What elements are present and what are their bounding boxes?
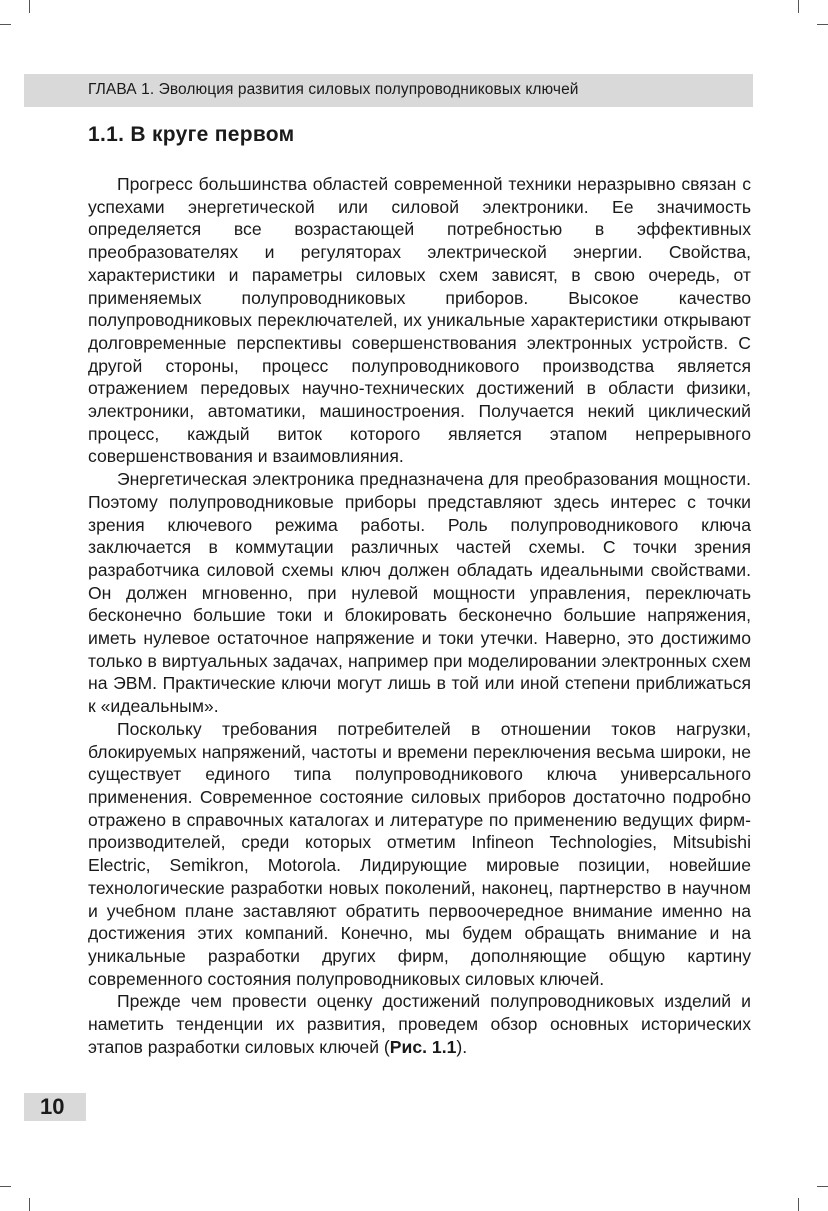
crop-mark-bottom-left-h — [0, 1186, 11, 1187]
crop-mark-top-right-h — [817, 24, 828, 25]
crop-mark-top-left-h — [0, 24, 11, 25]
paragraph-1: Прогресс большинства областей современной техники неразрывно связан с успехами энергетической или силовой электроники. Ее значимость определяется все возрастающей потребностью в эффективных преобразователях и регуляторах электрической энергии. Свойства, характеристики и параметры силовых схем зависят, в свою очередь, от применяемых полупроводниковых приборов. Высокое качество полупроводниковых переключателей, их уникальные характеристики открывают долговременные перспективы совершенствования электронных устройств. С другой стороны, процесс полупроводникового производства является отражением передовых научно-технических достижений в области физики, электроники, автоматики, машиностроения. Получается некий циклический процесс, каждый виток которого является этапом непрерывного совершенствования и взаимовлияния. — [88, 174, 751, 467]
paragraph-4-text-before: Прежде чем провести оценку достижений полупроводниковых изделий и наметить тенденции их развития, проведем обзор основных исторических этапов разработки силовых ключей ( — [88, 991, 751, 1057]
crop-mark-bottom-right-h — [817, 1186, 828, 1187]
body-text — [88, 173, 751, 1058]
paragraph-4 — [88, 990, 751, 1058]
crop-mark-top-left-v — [29, 0, 30, 13]
crop-mark-bottom-left-v — [29, 1198, 30, 1211]
paragraph-3: Поскольку требования потребителей в отношении токов нагрузки, блокируемых напряжений, частоты и времени переключения весьма широки, не существует единого типа полупроводникового ключа универсального применения. Современное состояние силовых приборов достаточно подробно отражено в справочных каталогах и литературе по применению ведущих фирм-производителей, среди которых отметим Infineon Technologies, Mitsubishi Electric, Semikron, Motorola. Лидирующие мировые позиции, новейшие технологические разработки новых поколений, наконец, партнерство в научном и учебном плане заставляют обратить первоочередное внимание именно на достижения этих компаний. Конечно, мы будем обращать внимание и на уникальные разработки других фирм, дополняющие общую картину современного состояния полупроводниковых силовых ключей. — [88, 718, 751, 989]
paragraph-2: Энергетическая электроника предназначена для преобразования мощности. Поэтому полупроводниковые приборы представляют здесь интерес с точки зрения ключевого режима работы. Роль полупроводникового ключа заключается в коммутации различных частей схемы. С точки зрения разработчика силовой схемы ключ должен обладать идеальными свойствами. Он должен мгновенно, при нулевой мощности управления, переключать бесконечно большие токи и блокировать бесконечно большие напряжения, иметь нулевое остаточное напряжение и токи утечки. Наверно, это достижимо только в виртуальных задачах, например при моделировании электронных схем на ЭВМ. Практические ключи могут лишь в той или иной степени приближаться к «идеальным». — [88, 469, 751, 717]
section-title: 1.1. В круге первом — [88, 123, 295, 146]
running-header-chapter: ГЛАВА 1. Эволюция развития силовых полупроводниковых ключей — [88, 81, 579, 98]
figure-reference: Рис. 1.1 — [389, 1036, 457, 1057]
crop-mark-top-right-v — [798, 0, 799, 13]
crop-mark-bottom-right-v — [798, 1198, 799, 1211]
page-number: 10 — [40, 1094, 65, 1119]
paragraph-4-text-after: ). — [456, 1036, 468, 1057]
